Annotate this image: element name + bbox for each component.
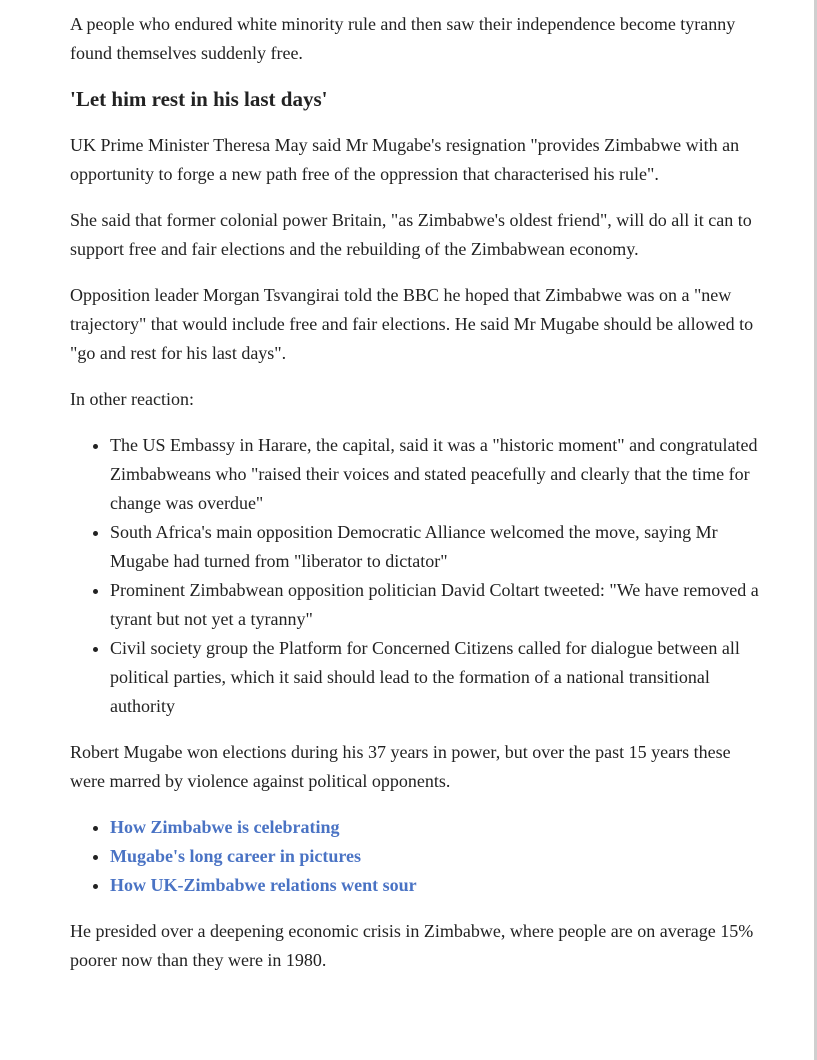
- related-links-list: [70, 813, 760, 900]
- related-link-celebrating[interactable]: How Zimbabwe is celebrating: [110, 817, 340, 837]
- reaction-list-item: • South Africa's main opposition Democratic Alliance welcomed the move, saying Mr Mugabe had turned from "liberator to dictator": [110, 518, 760, 576]
- reaction-list-item: • Civil society group the Platform for Concerned Citizens called for dialogue between all political parties, which it said should lead to the formation of a national transitional authority: [110, 634, 760, 721]
- article-body: [70, 10, 760, 992]
- article-paragraph: UK Prime Minister Theresa May said Mr Mugabe's resignation "provides Zimbabwe with an opportunity to forge a new path free of the oppression that characterised his rule".: [70, 135, 740, 184]
- article-paragraph: She said that former colonial power Britain, "as Zimbabwe's oldest friend", will do all it can to support free and fair elections and the rebuilding of the Zimbabwean economy.: [70, 210, 752, 259]
- reaction-list-item: • The US Embassy in Harare, the capital, said it was a "historic moment" and congratulated Zimbabweans who "raised their voices and stated peacefully and clearly that the time for change was overdue": [110, 431, 760, 518]
- related-link-uk-relations[interactable]: How UK-Zimbabwe relations went sour: [110, 875, 417, 895]
- related-link-item: [110, 813, 760, 842]
- article-paragraph: In other reaction:: [70, 389, 194, 409]
- reaction-list: [70, 431, 760, 721]
- article-paragraph: Opposition leader Morgan Tsvangirai told the BBC he hoped that Zimbabwe was on a "new trajectory" that would include free and fair elections. He said Mr Mugabe should be allowed to "go and rest for his last days".: [70, 285, 754, 363]
- article-paragraph: A people who endured white minority rule and then saw their independence become tyranny found themselves suddenly free.: [70, 14, 736, 63]
- article-paragraph: Robert Mugabe won elections during his 37 years in power, but over the past 15 years these were marred by violence against political opponents.: [70, 742, 731, 791]
- article-paragraph: He presided over a deepening economic crisis in Zimbabwe, where people are on average 15% poorer now than they were in 1980.: [70, 921, 754, 970]
- related-link-career-pictures[interactable]: Mugabe's long career in pictures: [110, 846, 361, 866]
- section-heading: 'Let him rest in his last days': [70, 87, 328, 111]
- reaction-list-item: • Prominent Zimbabwean opposition politician David Coltart tweeted: "We have removed a tyrant but not yet a tyranny": [110, 576, 760, 634]
- related-link-item: [110, 871, 760, 900]
- related-link-item: [110, 842, 760, 871]
